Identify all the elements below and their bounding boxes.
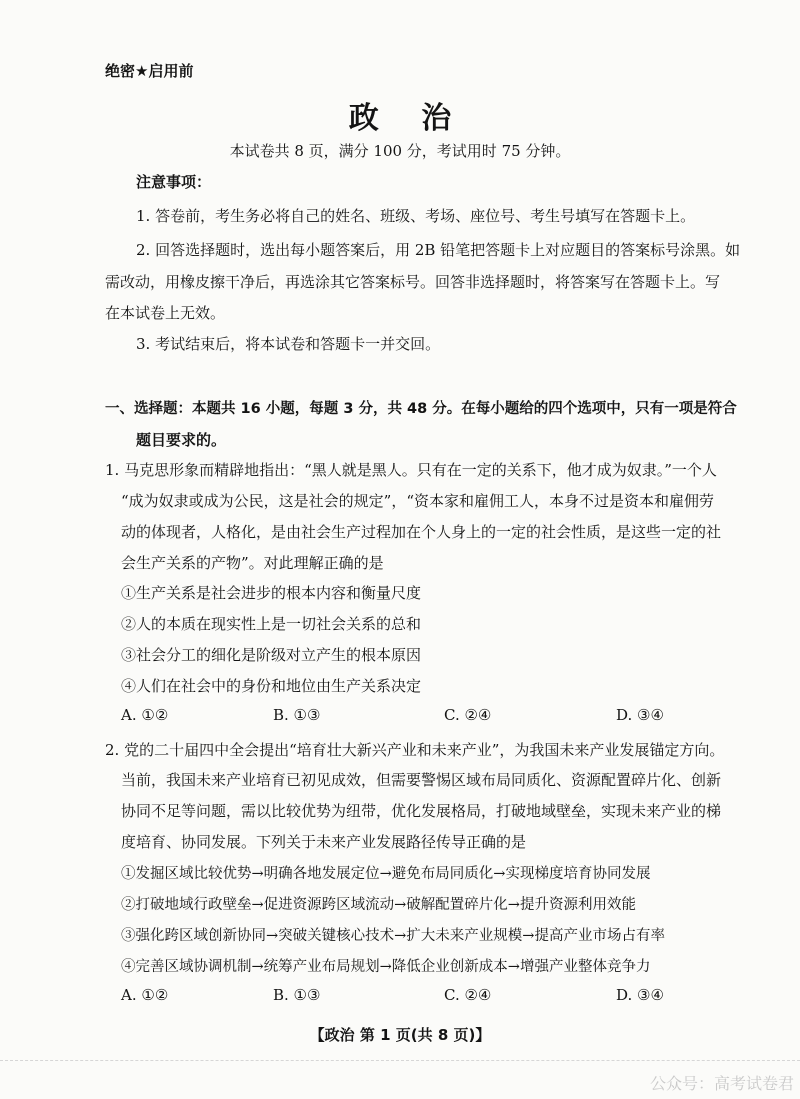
q1-stem-line-2: “成为奴隶或成为公民，这是社会的规定”，“资本家和雇佣工人，本身不过是资本和雇佣劳 bbox=[121, 492, 715, 510]
q1-statement-2: ②人的本质在现实性上是一切社会关系的总和 bbox=[121, 615, 422, 633]
notice-item-2-line-2: 需改动，用橡皮擦干净后，再选涂其它答案标号。回答非选择题时，将答案写在答题卡上。写 bbox=[105, 273, 721, 291]
notice-heading: 注意事项： bbox=[136, 173, 212, 191]
q1-statement-3: ③社会分工的细化是阶级对立产生的根本原因 bbox=[121, 646, 422, 664]
q2-stem-line-4: 度培育、协同发展。下列关于未来产业发展路径传导正确的是 bbox=[121, 833, 527, 851]
q1-stem-line-1: 1. 马克思形象而精辟地指出：“黑人就是黑人。只有在一定的关系下，他才成为奴隶。”一个人 bbox=[105, 461, 717, 479]
q2-option-c: C. ②④ bbox=[444, 986, 492, 1004]
q1-option-b: B. ①③ bbox=[273, 706, 321, 724]
q2-stem-line-3: 协同不足等问题，需以比较优势为纽带，优化发展格局，打破地域壁垒，实现未来产业的梯 bbox=[121, 802, 722, 820]
q2-option-b: B. ①③ bbox=[273, 986, 321, 1004]
q2-statement-4: ④完善区域协调机制→统筹产业布局规划→降低企业创新成本→增强产业整体竞争力 bbox=[121, 959, 651, 975]
q2-statement-2: ②打破地域行政壁垒→促进资源跨区域流动→破解配置碎片化→提升资源利用效能 bbox=[121, 897, 636, 913]
scan-divider bbox=[0, 1060, 800, 1061]
section-heading-line-2: 题目要求的。 bbox=[136, 431, 227, 449]
q2-option-d: D. ③④ bbox=[616, 986, 664, 1004]
q1-statement-4: ④人们在社会中的身份和地位由生产关系决定 bbox=[121, 677, 422, 695]
q2-statement-1: ①发掘区域比较优势→明确各地发展定位→避免布局同质化→实现梯度培育协同发展 bbox=[121, 866, 651, 882]
q2-stem-line-1: 2. 党的二十届四中全会提出“培育壮大新兴产业和未来产业”，为我国未来产业发展锚定方向。 bbox=[105, 741, 725, 759]
watermark: 公众号：高考试卷君 bbox=[649, 1074, 794, 1093]
section-heading-line-1: 一、选择题：本题共 16 小题，每题 3 分，共 48 分。在每小题给的四个选项中，只有一项是符合 bbox=[105, 401, 737, 417]
exam-info: 本试卷共 8 页，满分 100 分，考试用时 75 分钟。 bbox=[229, 142, 571, 160]
page-title: 政 治 bbox=[348, 101, 468, 136]
notice-item-2-line-3: 在本试卷上无效。 bbox=[105, 304, 226, 322]
q2-statement-3: ③强化跨区域创新协同→突破关键核心技术→扩大未来产业规模→提高产业市场占有率 bbox=[121, 928, 665, 944]
q2-stem-line-2: 当前，我国未来产业培育已初见成效，但需要警惕区域布局同质化、资源配置碎片化、创新 bbox=[121, 771, 722, 789]
q2-option-a: A. ①② bbox=[121, 986, 169, 1004]
notice-item-2-line-1: 2. 回答选择题时，选出每小题答案后，用 2B 铅笔把答题卡上对应题目的答案标号涂黑。如 bbox=[136, 241, 741, 259]
page-footer: 【政治 第 1 页(共 8 页)】 bbox=[309, 1026, 491, 1044]
q1-stem-line-4: 会生产关系的产物”。对此理解正确的是 bbox=[121, 554, 384, 572]
q1-option-c: C. ②④ bbox=[444, 706, 492, 724]
notice-item-1: 1. 答卷前，考生务必将自己的姓名、班级、考场、座位号、考生号填写在答题卡上。 bbox=[136, 207, 696, 225]
q1-option-a: A. ①② bbox=[121, 706, 169, 724]
q1-option-d: D. ③④ bbox=[616, 706, 664, 724]
q1-statement-1: ①生产关系是社会进步的根本内容和衡量尺度 bbox=[121, 584, 422, 602]
q1-stem-line-3: 动的体现者，人格化，是由社会生产过程加在个人身上的一定的社会性质，是这些一定的社 bbox=[121, 523, 722, 541]
notice-item-3: 3. 考试结束后，将本试卷和答题卡一并交回。 bbox=[136, 335, 441, 353]
confidential-label: 绝密★启用前 bbox=[105, 62, 194, 80]
